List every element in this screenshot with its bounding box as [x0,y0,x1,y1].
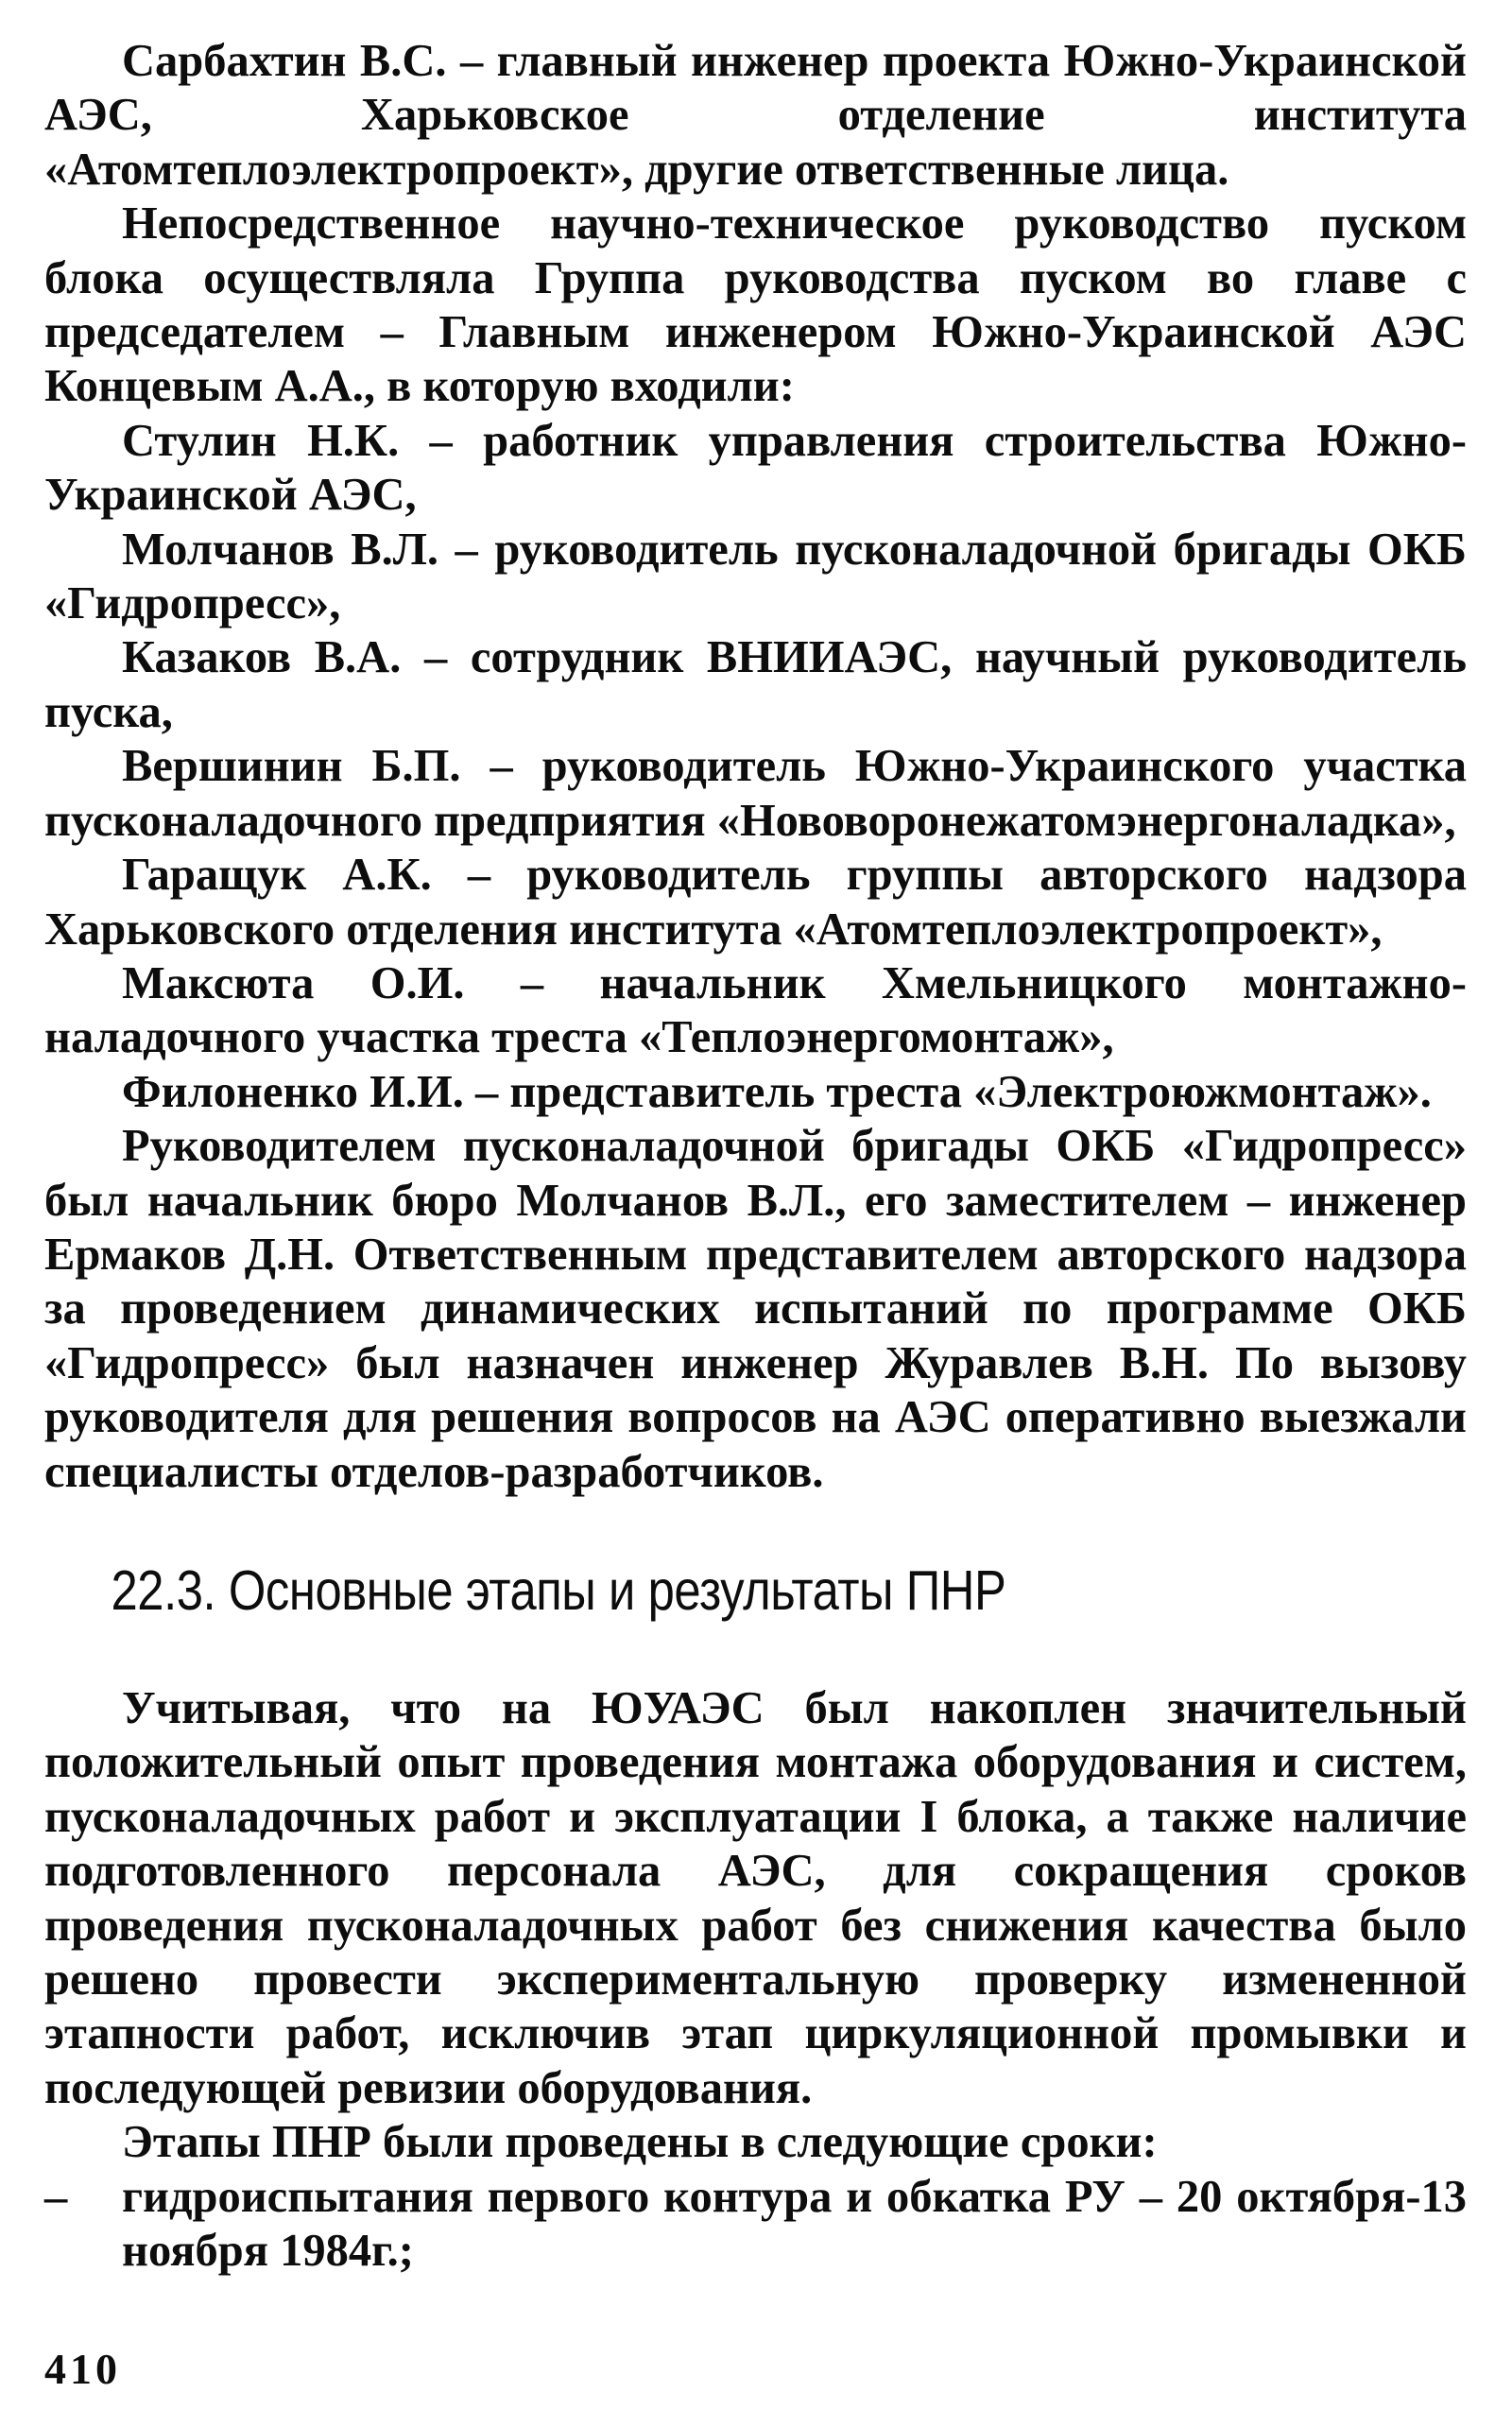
paragraph: Непосредственное научно-техническое руководство пуском блока осуществляла Группа руководства пуском во главе с председателем – Главным инженером Южно-Украинской АЭС Концевым А.А., в которую входили: [44,198,1467,412]
paragraph: Филоненко И.И. – представитель треста «Электроюжмонтаж». [122,1066,1432,1117]
paragraph: Стулин Н.К. – работник управления строительства Южно-Украинской АЭС, [44,415,1467,521]
paragraph: Этапы ПНР были проведены в следующие сроки: [122,2117,1158,2168]
paragraph: Вершинин Б.П. – руководитель Южно-Украинского участка пусконаладочного предприятия «Нововоронежатомэнергоналадка», [44,741,1467,846]
list-item-text: гидроиспытания первого контура и обкатка РУ – 20 октября-13 ноября 1984г.; [122,2171,1467,2277]
paragraph: Руководителем пусконаладочной бригады ОКБ «Гидропресс» был начальник бюро Молчанов В.Л., его заместителем – инженер Ермаков Д.Н. Ответственным представителем авторского надзора за проведением динамических испытаний по программе ОКБ «Гидропресс» был назначен инженер Журавлев В.Н. По вызову руководителя для решения вопросов на АЭС оперативно выезжали специалисты отделов-разработчиков. [44,1121,1467,1497]
paragraph: Гаращук А.К. – руководитель группы авторского надзора Харьковского отделения института «Атомтеплоэлектропроект», [44,850,1467,955]
page-number: 410 [44,2345,121,2393]
paragraph: Сарбахтин В.С. – главный инженер проекта Южно-Украинской АЭС, Харьковское отделение института «Атомтеплоэлектропроект», другие ответственные лица. [44,36,1467,195]
paragraph: Казаков В.А. – сотрудник ВНИИАЭС, научный руководитель пуска, [44,632,1467,737]
paragraph: Учитывая, что на ЮУАЭС был накоплен значительный положительный опыт проведения монтажа оборудования и систем, пусконаладочных работ и эксплуатации I блока, а также наличие подготовленного персонала АЭС, для сокращения сроков проведения пусконаладочных работ без снижения качества было решено провести экспериментальную проверку измененной этапности работ, исключив этап циркуляционной промывки и последующей ревизии оборудования. [44,1682,1467,2113]
list-dash-marker: – [44,2171,68,2222]
list-item [44,2170,1467,2279]
section-heading: 22.3. Основные этапы и результаты ПНР [111,1558,1006,1622]
paragraph: Молчанов В.Л. – руководитель пусконаладочной бригады ОКБ «Гидропресс», [44,524,1467,629]
paragraph: Максюта О.И. – начальник Хмельницкого монтажно-наладочного участка треста «Теплоэнергомонтаж», [44,957,1467,1063]
page-body [44,34,1467,2278]
